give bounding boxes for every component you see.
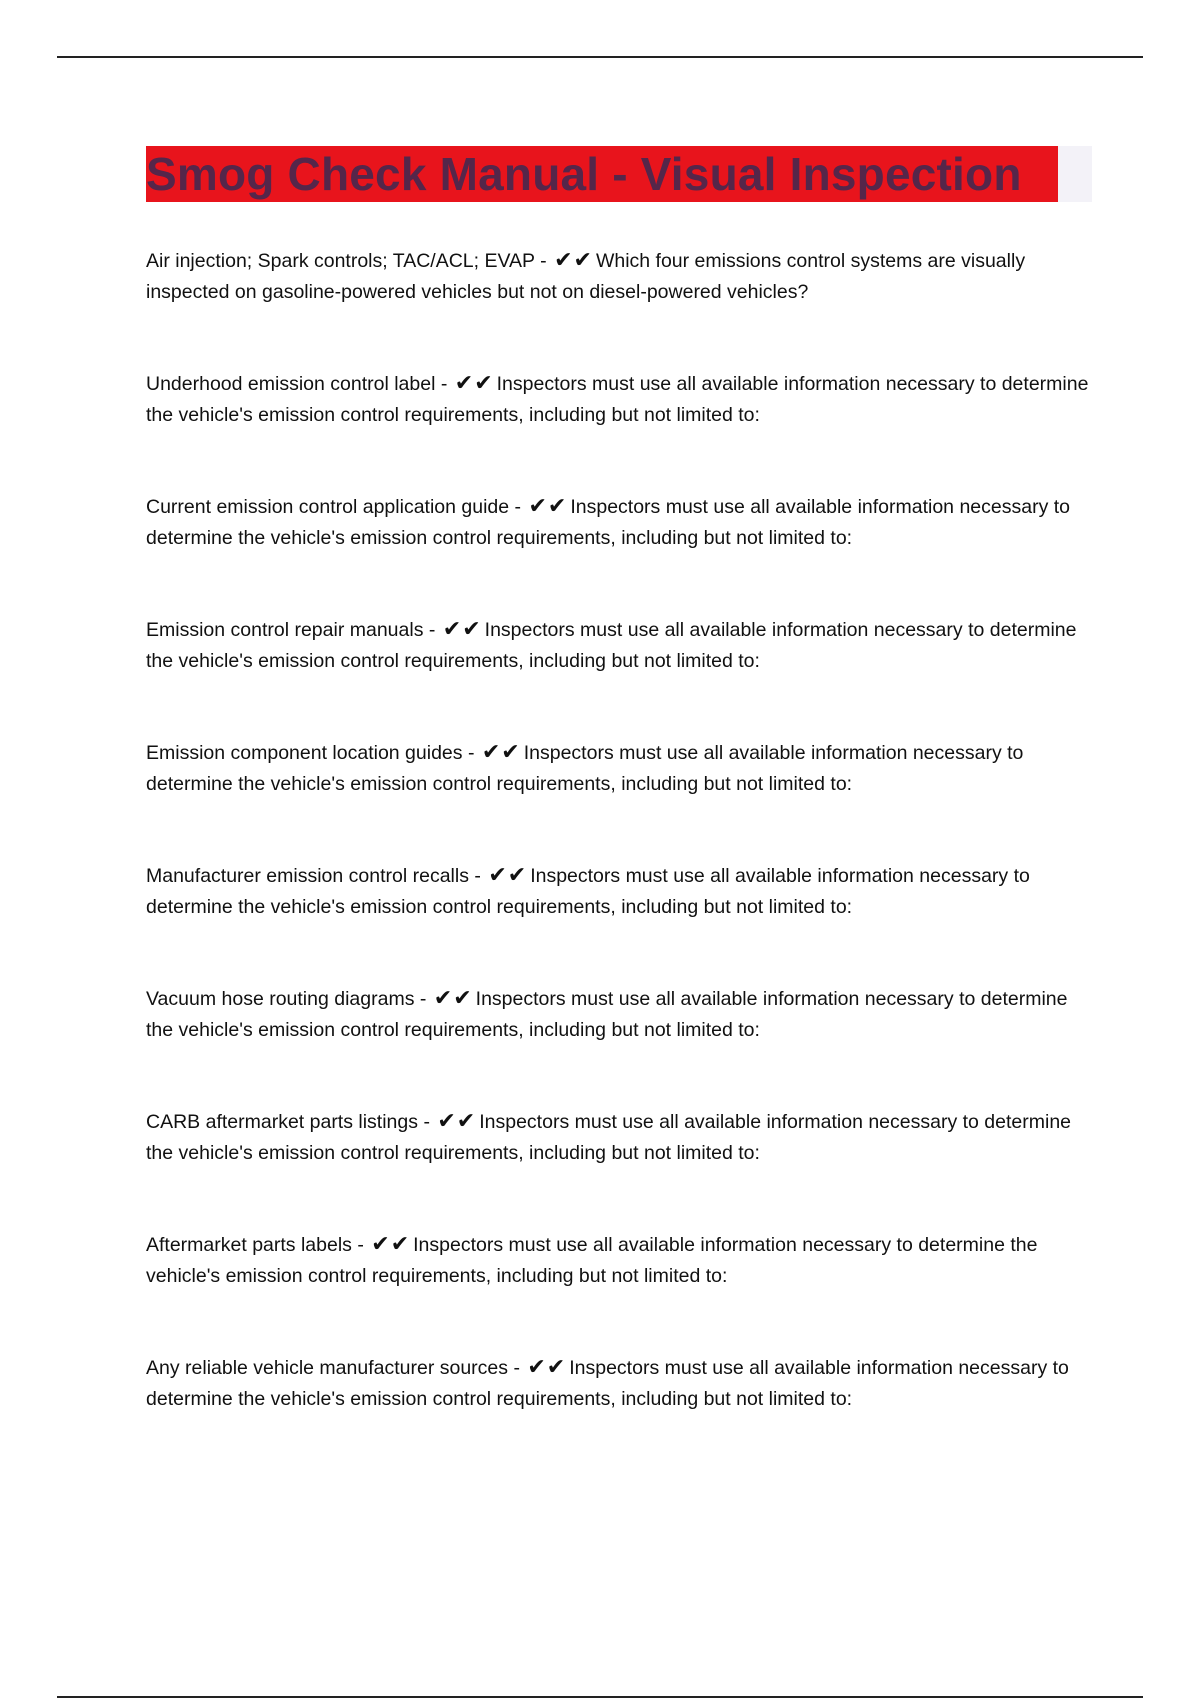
title-highlight-area xyxy=(146,146,1092,202)
qa-item xyxy=(146,861,1096,984)
qa-term: CARB aftermarket parts listings xyxy=(146,1111,419,1133)
qa-item xyxy=(146,246,1096,369)
checkmark-icon: ✔ xyxy=(456,1109,477,1134)
checkmarks xyxy=(527,1353,566,1384)
checkmark-icon: ✔ xyxy=(390,1232,411,1257)
qa-separator: - xyxy=(540,250,547,272)
checkmark-icon: ✔ xyxy=(554,248,574,273)
checkmarks xyxy=(482,738,521,769)
qa-term: Emission component location guides xyxy=(146,742,463,764)
qa-separator: - xyxy=(423,1111,430,1133)
qa-item xyxy=(146,738,1096,861)
checkmark-icon: ✔ xyxy=(488,863,508,888)
checkmarks xyxy=(488,861,527,892)
checkmark-icon: ✔ xyxy=(442,617,463,642)
qa-term: Any reliable vehicle manufacturer sources xyxy=(146,1357,509,1379)
checkmark-icon: ✔ xyxy=(481,740,502,765)
checkmark-icon: ✔ xyxy=(474,371,494,396)
qa-item xyxy=(146,1230,1096,1353)
qa-definition: Inspectors must use all available information necessary to determine the vehicle's emission control requirements, including but not limited to: xyxy=(146,1111,1072,1164)
checkmark-icon: ✔ xyxy=(546,1355,567,1380)
qa-term: Manufacturer emission control recalls xyxy=(146,865,469,887)
qa-separator: - xyxy=(428,619,436,641)
qa-definition: Inspectors must use all available information necessary to determine the vehicle's emission control requirements, including but not limited to: xyxy=(146,1357,1069,1410)
qa-separator: - xyxy=(440,373,448,395)
qa-separator: - xyxy=(357,1234,364,1256)
qa-separator: - xyxy=(467,742,475,764)
checkmark-icon: ✔ xyxy=(453,986,473,1011)
checkmarks xyxy=(371,1230,410,1261)
qa-term: Current emission control application guide xyxy=(146,496,510,518)
checkmarks xyxy=(437,1107,476,1138)
checkmark-icon: ✔ xyxy=(507,863,528,888)
checkmarks xyxy=(528,492,567,523)
qa-item xyxy=(146,1353,1096,1476)
qa-term: Aftermarket parts labels xyxy=(146,1234,352,1256)
qa-term: Emission control repair manuals xyxy=(146,619,424,641)
qa-definition: Inspectors must use all available information necessary to determine the vehicle's emission control requirements, including but not limited to: xyxy=(146,373,1089,426)
checkmark-icon: ✔ xyxy=(528,494,548,519)
qa-definition: Inspectors must use all available information necessary to determine the vehicle's emission control requirements, including but not limited to: xyxy=(146,865,1030,918)
qa-item xyxy=(146,369,1096,492)
checkmark-icon: ✔ xyxy=(462,617,482,642)
page-title: Smog Check Manual - Visual Inspection xyxy=(146,148,1022,200)
checkmark-icon: ✔ xyxy=(547,494,568,519)
qa-separator: - xyxy=(514,496,522,518)
qa-item xyxy=(146,1107,1096,1230)
checkmark-icon: ✔ xyxy=(454,371,475,396)
qa-separator: - xyxy=(474,865,481,887)
header-rule xyxy=(57,56,1143,58)
checkmark-icon: ✔ xyxy=(501,740,521,765)
qa-definition: Inspectors must use all available information necessary to determine the vehicle's emission control requirements, including but not limited to: xyxy=(146,496,1071,549)
qa-definition: Inspectors must use all available information necessary to determine the vehicle's emission control requirements, including but not limited to: xyxy=(146,988,1068,1041)
checkmark-icon: ✔ xyxy=(437,1109,457,1134)
checkmark-icon: ✔ xyxy=(573,248,593,273)
checkmarks xyxy=(434,984,473,1015)
checkmark-icon: ✔ xyxy=(527,1355,547,1380)
qa-term: Air injection; Spark controls; TAC/ACL; EVAP xyxy=(146,250,535,272)
checkmark-icon: ✔ xyxy=(433,986,454,1011)
qa-item xyxy=(146,492,1096,615)
checkmarks xyxy=(443,615,482,646)
qa-definition: Inspectors must use all available information necessary to determine the vehicle's emission control requirements, including but not limited to: xyxy=(146,619,1077,672)
checkmarks xyxy=(554,246,593,277)
checkmarks xyxy=(455,369,494,400)
qa-definition: Inspectors must use all available information necessary to determine the vehicle's emission control requirements, including but not limited to: xyxy=(146,742,1024,795)
footer-rule xyxy=(57,1696,1143,1698)
qa-separator: - xyxy=(513,1357,520,1379)
checkmark-icon: ✔ xyxy=(371,1232,391,1257)
qa-term: Vacuum hose routing diagrams xyxy=(146,988,415,1010)
qa-item xyxy=(146,984,1096,1107)
qa-term: Underhood emission control label xyxy=(146,373,436,395)
qa-definition: Which four emissions control systems are visually inspected on gasoline-powered vehicles but not on diesel-powered vehicles? xyxy=(146,250,1026,303)
qa-separator: - xyxy=(419,988,427,1010)
qa-item xyxy=(146,615,1096,738)
qa-definition: Inspectors must use all available information necessary to determine the vehicle's emission control requirements, including but not limited to: xyxy=(146,1234,1038,1287)
qa-list xyxy=(146,246,1096,1476)
